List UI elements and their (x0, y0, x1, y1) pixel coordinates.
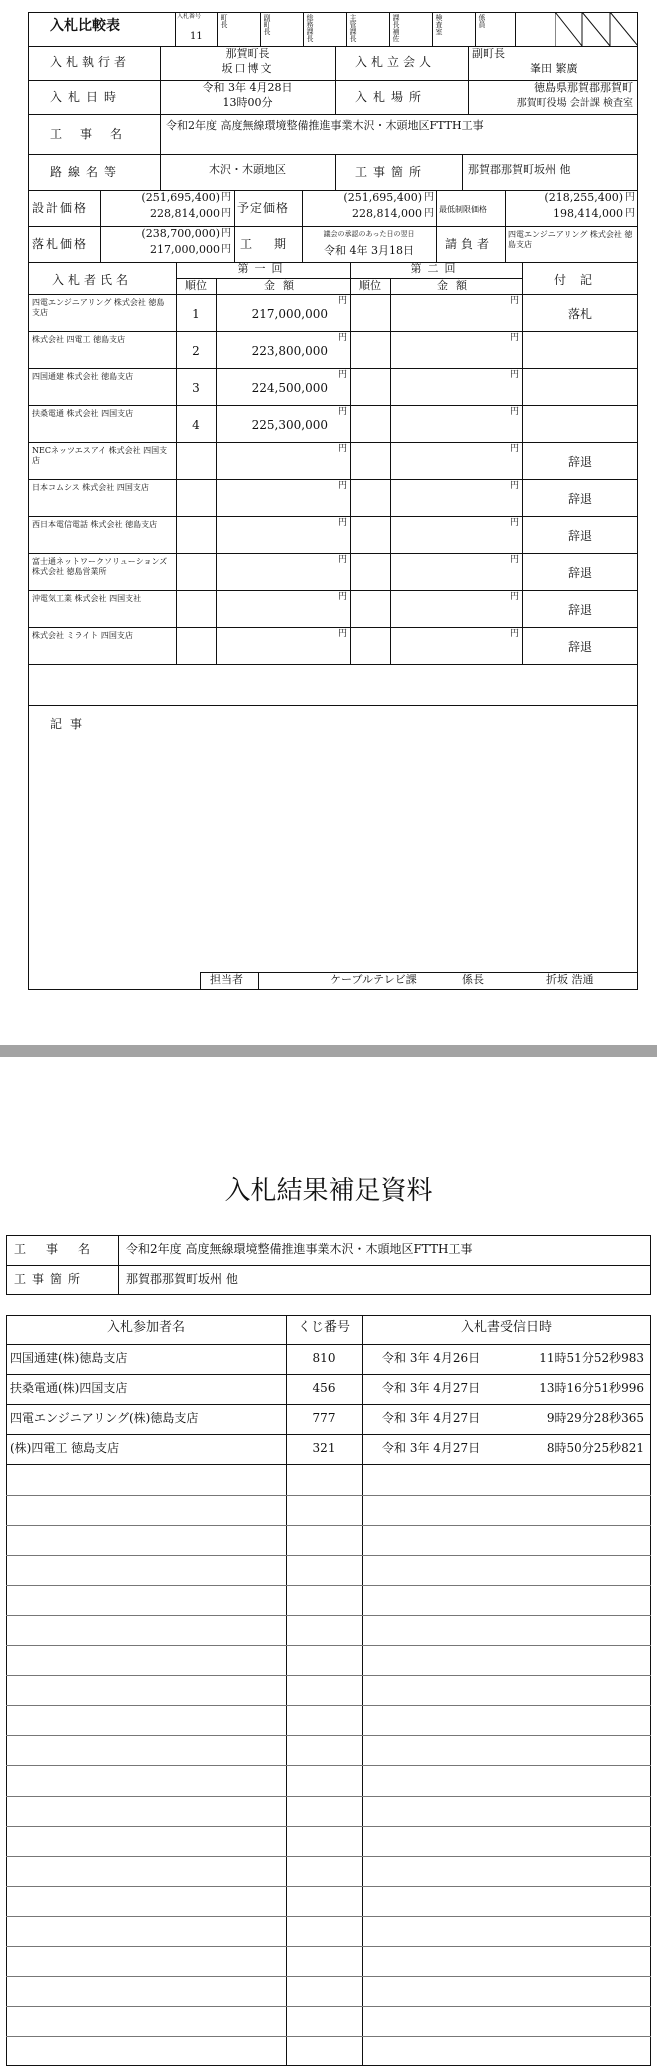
stamp-label: 主管課長 (349, 14, 357, 42)
bidder-note: 辞退 (567, 566, 592, 580)
bidder-amount: 217,000,000 (251, 307, 328, 321)
stamp-label: 町長 (220, 14, 228, 28)
yen-unit: 円 (510, 333, 520, 343)
received-date: 令和 3年 4月27日 (382, 1441, 481, 1456)
role: 係長 (462, 973, 484, 986)
route-label: 路線名等 (50, 165, 123, 179)
sheet-title: 入札比較表 (50, 18, 120, 34)
bidder-rank: 2 (192, 344, 200, 358)
bidder-name: 日本コムシス 株式会社 四国支店 (32, 483, 149, 492)
bidder-name: 株式会社 四電工 徳島支店 (32, 335, 126, 344)
yen-unit: 円 (221, 244, 231, 255)
round1-header: 第一回 (237, 262, 289, 275)
notes-header: 付記 (553, 273, 606, 287)
yen-unit: 円 (510, 555, 520, 565)
award-price-tax-excl: (238,700,000) (141, 227, 220, 240)
stamp-label: 検査室 (435, 14, 443, 35)
planned-price-label: 予定価格 (237, 201, 290, 215)
executor-label: 入札執行者 (50, 55, 131, 69)
participant-name: (株)四電工 徳島支店 (10, 1441, 120, 1456)
site-label: 工事箇所 (355, 165, 428, 179)
bidder-note: 落札 (567, 307, 592, 321)
bidder-note: 辞退 (567, 640, 592, 654)
stamp-label: 課長補佐 (392, 14, 400, 42)
design-price-tax-excl: (251,695,400) (141, 191, 220, 204)
header-received-at: 入札書受信日時 (460, 1320, 552, 1335)
bidder-rank: 1 (192, 307, 200, 321)
bidder-note: 辞退 (567, 529, 592, 543)
round2-rank-header: 順位 (359, 279, 381, 292)
contractor: 四電エンジニアリング 株式会社 徳島支店 (508, 230, 633, 249)
bidder-note: 辞退 (567, 455, 592, 469)
bidder-name: 四電エンジニアリング 株式会社 徳島支店 (32, 298, 165, 317)
header-participant: 入札参加者名 (106, 1320, 185, 1335)
bidder-name: 沖電気工業 株式会社 四国支社 (32, 594, 142, 603)
stamp-label: 総務課長 (306, 14, 314, 42)
bidder-rank: 3 (192, 381, 200, 395)
yen-unit: 円 (510, 592, 520, 602)
min-limit-tax-excl: (218,255,400) (544, 191, 623, 204)
bidder-name: 株式会社 ミライト 四国支店 (32, 631, 133, 640)
yen-unit: 円 (338, 444, 348, 454)
header-lot-number: くじ番号 (297, 1320, 350, 1335)
work-name: 令和2年度 高度無線環境整備推進事業木沢・木頭地区FTTH工事 (166, 119, 484, 132)
bidder-amount: 224,500,000 (251, 381, 328, 395)
yen-unit: 円 (338, 592, 348, 602)
design-price-label: 設計価格 (32, 201, 89, 215)
yen-unit: 円 (510, 629, 520, 639)
witness-title: 副町長 (472, 47, 505, 60)
participant-name: 四電エンジニアリング(株)徳島支店 (10, 1411, 199, 1426)
round1-rank-header: 順位 (185, 279, 207, 292)
yen-unit: 円 (221, 208, 231, 219)
place-line2: 那賀町役場 会計課 検査室 (516, 98, 633, 109)
received-time: 11時51分52秒983 (539, 1351, 644, 1365)
yen-unit: 円 (221, 192, 231, 203)
yen-unit: 円 (424, 192, 434, 203)
bidder-name: 扶桑電通 株式会社 四国支店 (32, 409, 134, 418)
bidder-amount: 223,800,000 (251, 344, 328, 358)
received-date: 令和 3年 4月27日 (382, 1381, 481, 1396)
receipt-table (6, 1315, 651, 2066)
bid-time: 13時00分 (222, 96, 273, 109)
bidder-name: 富士通ネットワークソリューションズ 株式会社 徳島営業所 (32, 557, 168, 576)
yen-unit: 円 (510, 296, 520, 306)
period-label: 工期 (240, 237, 309, 251)
bid-no-label: 入札番号 (177, 13, 202, 20)
bidder-note: 辞退 (567, 603, 592, 617)
site-label-2: 工事箇所 (14, 1272, 87, 1286)
supplement-title: 入札結果補足資料 (224, 1176, 433, 1206)
yen-unit: 円 (338, 518, 348, 528)
period-end: 令和 4年 3月18日 (324, 244, 414, 257)
yen-unit: 円 (510, 481, 520, 491)
min-limit: 198,414,000 (553, 207, 623, 220)
lot-number: 810 (312, 1351, 336, 1365)
bidder-name: 西日本電信電話 株式会社 徳島支店 (32, 520, 158, 529)
award-price-label: 落札価格 (32, 237, 89, 251)
bidder-name: NECネッツエスアイ 株式会社 四国支店 (32, 446, 168, 465)
yen-unit: 円 (424, 208, 434, 219)
route: 木沢・木頭地区 (209, 163, 286, 176)
received-date: 令和 3年 4月27日 (382, 1411, 481, 1426)
dept: ケーブルテレビ課 (330, 973, 417, 986)
yen-unit: 円 (338, 555, 348, 565)
received-time: 9時29分28秒365 (546, 1411, 644, 1426)
yen-unit: 円 (510, 407, 520, 417)
page-separator (0, 1045, 657, 1057)
design-price: 228,814,000 (150, 207, 220, 220)
site: 那賀郡那賀町坂州 他 (468, 163, 571, 176)
yen-unit: 円 (338, 407, 348, 417)
received-date: 令和 3年 4月26日 (382, 1351, 481, 1365)
yen-unit: 円 (338, 629, 348, 639)
round1-amount-header: 金額 (264, 279, 302, 292)
supplementary-sheet (0, 1057, 657, 2068)
executor-name: 坂口博文 (221, 62, 274, 75)
lot-number: 456 (312, 1381, 336, 1396)
yen-unit: 円 (338, 333, 348, 343)
bid-no: 11 (190, 31, 203, 42)
place-label: 入札場所 (355, 90, 428, 104)
place-line1: 徳島県那賀郡那賀町 (534, 81, 633, 94)
award-price: 217,000,000 (150, 243, 220, 256)
yen-unit: 円 (221, 228, 231, 239)
yen-unit: 円 (510, 444, 520, 454)
witness-name: 峯田 繁廣 (530, 62, 578, 75)
stamp-label: 副町長 (263, 14, 271, 35)
witness-label: 入札立会人 (355, 55, 436, 69)
work-label: 工事名 (14, 1242, 111, 1256)
received-time: 8時50分25秒821 (546, 1441, 644, 1456)
stamp-label: 係員 (478, 14, 486, 28)
work-name-label: 工事名 (50, 127, 141, 141)
contractor-label: 請負者 (445, 237, 494, 251)
bidder-rank: 4 (192, 418, 200, 432)
yen-unit: 円 (625, 208, 635, 219)
bidder-amount: 225,300,000 (251, 418, 328, 432)
round2-amount-header: 金額 (437, 279, 475, 292)
participant-name: 四国通建(株)徳島支店 (10, 1351, 128, 1365)
bidder-name-header: 入札者氏名 (52, 273, 133, 287)
participant-name: 扶桑電通(株)四国支店 (10, 1381, 128, 1396)
bid-date: 令和 3年 4月28日 (202, 81, 293, 94)
bidder-note: 辞退 (567, 492, 592, 506)
executor-title: 那賀町長 (225, 47, 270, 60)
yen-unit: 円 (338, 481, 348, 491)
received-time: 13時16分51秒996 (539, 1381, 644, 1396)
bidder-name: 四国通建 株式会社 徳島支店 (32, 372, 134, 381)
slashed-cells (555, 12, 638, 46)
yen-unit: 円 (625, 192, 635, 203)
yen-unit: 円 (510, 370, 520, 380)
staff-name: 折坂 浩通 (546, 973, 594, 986)
person-in-charge-label: 担当者 (210, 973, 243, 986)
round2-header: 第二回 (410, 262, 462, 275)
site-2: 那賀郡那賀町坂州 他 (126, 1272, 238, 1286)
min-limit-label: 最低制限価格 (439, 205, 487, 214)
planned-price-tax-excl: (251,695,400) (343, 191, 422, 204)
period-note: 議会の承認のあった日の翌日 (323, 230, 415, 238)
work-name-2: 令和2年度 高度無線環境整備推進事業木沢・木頭地区FTTH工事 (126, 1242, 473, 1256)
lot-number: 777 (312, 1411, 336, 1426)
yen-unit: 円 (510, 518, 520, 528)
memo-label: 記事 (50, 717, 91, 731)
yen-unit: 円 (338, 370, 348, 380)
yen-unit: 円 (338, 296, 348, 306)
planned-price: 228,814,000 (352, 207, 422, 220)
lot-number: 321 (312, 1441, 336, 1456)
datetime-label: 入札日時 (50, 90, 123, 104)
